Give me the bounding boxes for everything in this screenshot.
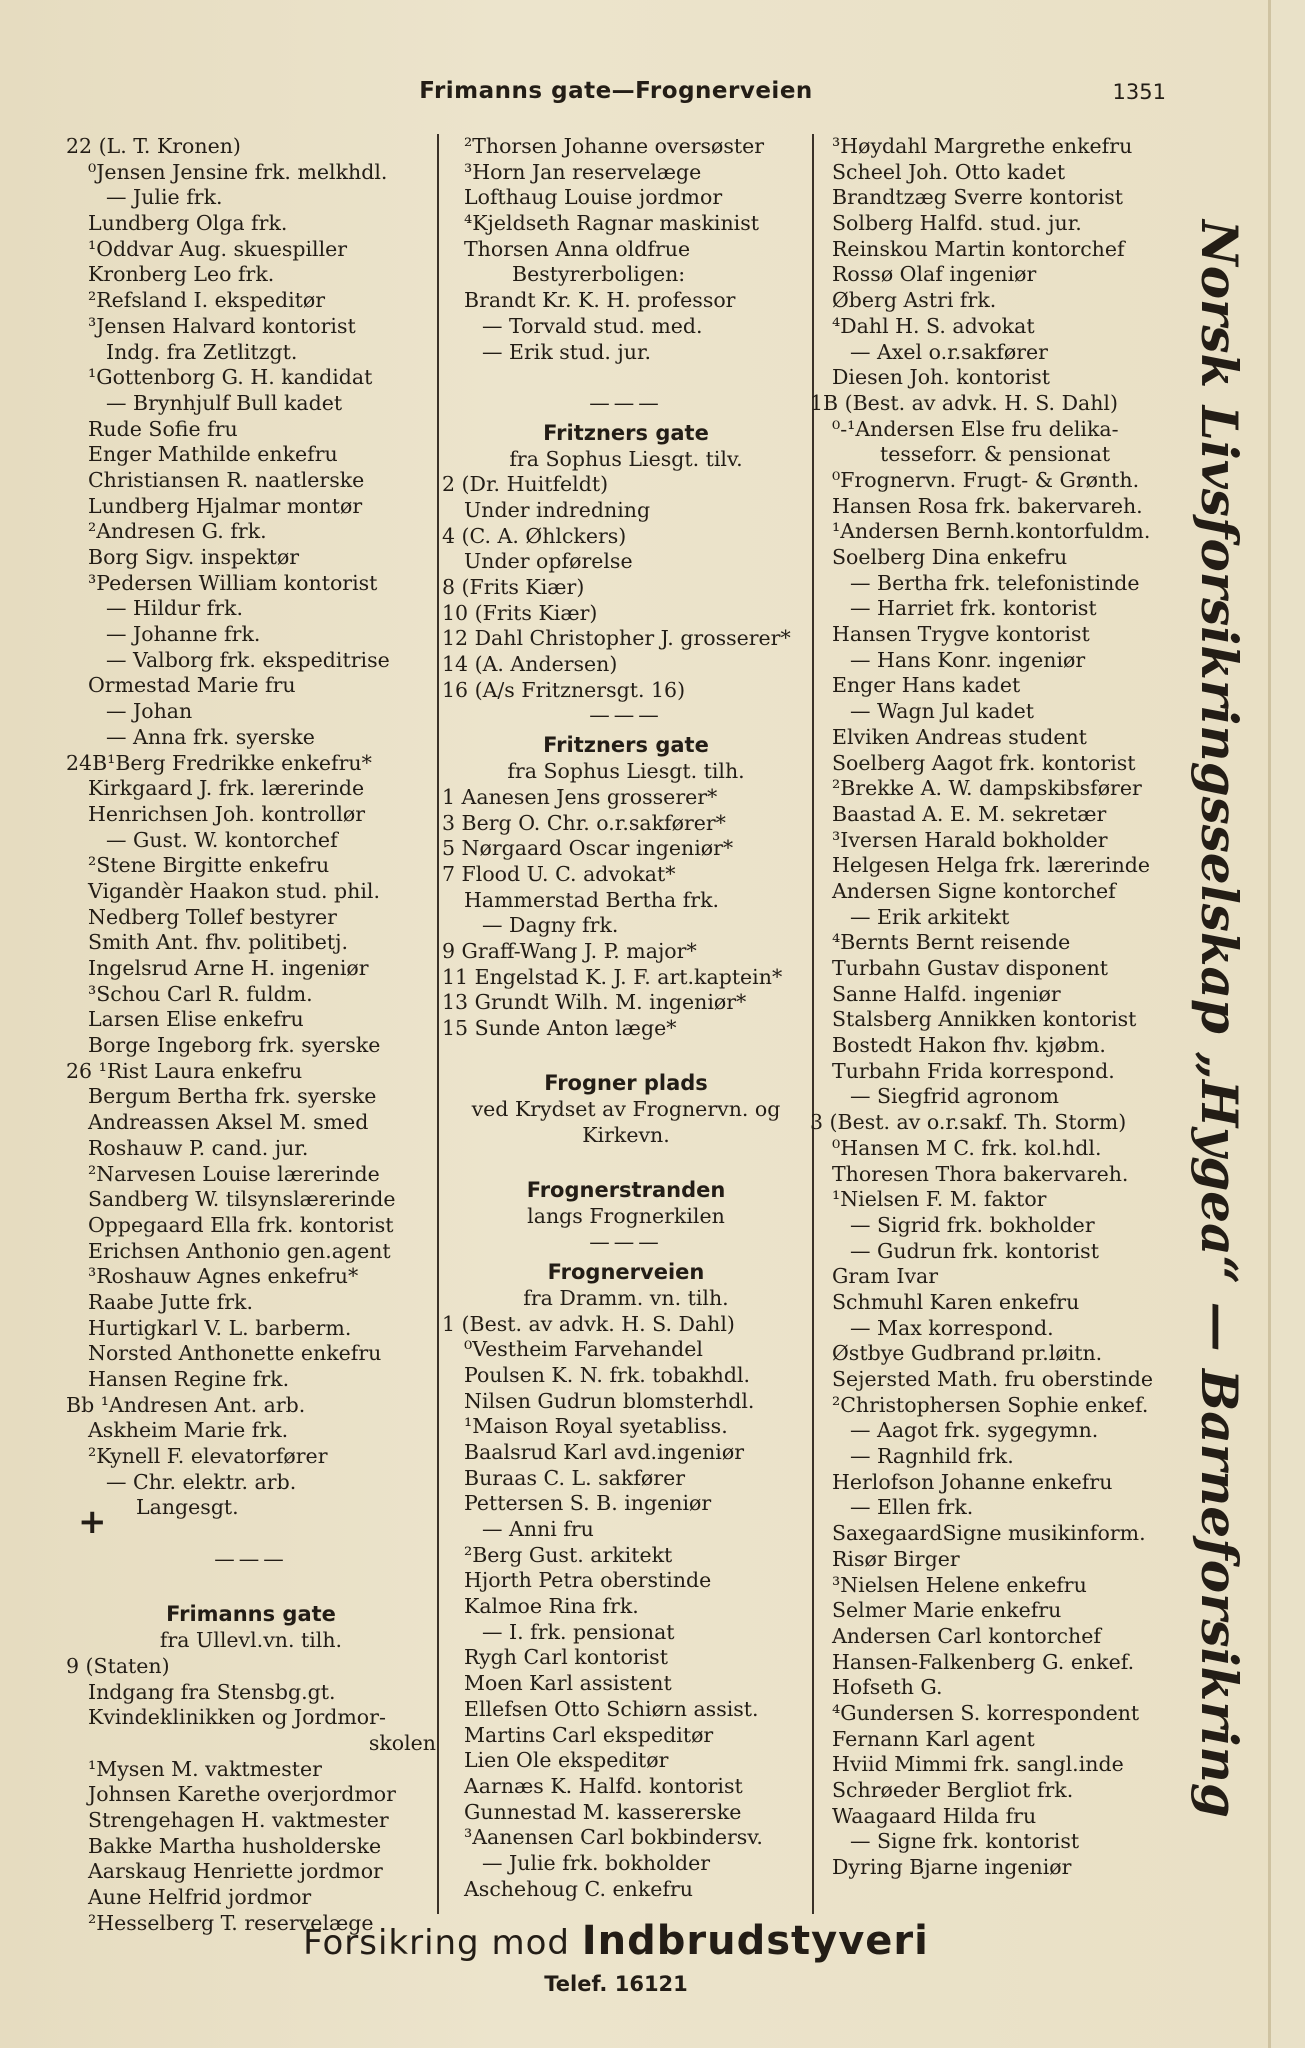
directory-entry: ⁰Vestheim Farvehandel <box>464 1337 703 1362</box>
directory-entry: Poulsen K. N. frk. tobakhdl. <box>464 1362 751 1387</box>
directory-entry: Langesgt. <box>136 1495 239 1520</box>
directory-entry: 2 (Dr. Huitfeldt) <box>442 472 609 497</box>
directory-column-1 <box>66 134 436 1936</box>
page-title: Frimanns gate—Frognerveien <box>419 78 813 104</box>
footer-telephone: Telef. 16121 <box>544 1972 688 1996</box>
directory-entry: Ellefsen Otto Schiørn assist. <box>464 1696 759 1721</box>
directory-entry: Moen Karl assistent <box>464 1671 672 1696</box>
directory-entry: — Anni fru <box>482 1517 594 1541</box>
directory-entry: 11 Engelstad K. J. F. art.kaptein* <box>442 964 783 989</box>
section-subheading: fra Sophus Liesgt. tilh. <box>507 759 745 784</box>
directory-entry: SaxegaardSigne musikinform. <box>832 1521 1146 1546</box>
directory-entry: — Ragnhild frk. <box>850 1444 1014 1469</box>
directory-entry: Hjorth Petra oberstinde <box>464 1568 712 1593</box>
directory-entry: Martins Carl ekspeditør <box>464 1722 714 1747</box>
directory-entry: 3 (Best. av o.r.sakf. Th. Storm) <box>810 1110 1127 1135</box>
directory-entry: Aarskaug Henriette jordmor <box>88 1859 383 1884</box>
directory-entry: ——— <box>589 390 663 415</box>
directory-entry: — Erik stud. jur. <box>482 339 652 364</box>
directory-entry: 22 (L. T. Kronen) <box>66 134 241 158</box>
directory-entry: Gram Ivar <box>832 1264 939 1289</box>
footer-ad-prefix: Forsikring mod <box>303 1923 570 1963</box>
directory-entry: Vigandèr Haakon stud. phil. <box>88 878 380 903</box>
directory-entry: — Torvald stud. med. <box>482 313 703 338</box>
section-subheading: ved Krydset av Frognervn. og <box>471 1097 781 1122</box>
directory-entry: ²Stene Birgitte enkefru <box>88 853 330 878</box>
directory-entry: Baastad A. E. M. sekretær <box>832 801 1107 826</box>
section-subheading: fra Sophus Liesgt. tilv. <box>509 446 743 471</box>
directory-entry: — Hildur frk. <box>106 596 243 621</box>
directory-entry: Soelberg Aagot frk. kontorist <box>832 750 1136 775</box>
directory-entry: Under indredning <box>464 497 651 522</box>
directory-entry: ²Berg Gust. arkitekt <box>464 1542 673 1567</box>
directory-entry: — Siegfrid agronom <box>850 1084 1059 1109</box>
directory-entry: Hurtigkarl V. L. barberm. <box>88 1315 352 1340</box>
directory-entry: ¹Maison Royal syetabliss. <box>464 1414 728 1439</box>
directory-entry: — Dagny frk. <box>482 913 619 938</box>
directory-entry: Sejersted Math. fru oberstinde <box>832 1367 1153 1391</box>
directory-entry: 9 (Staten) <box>66 1653 170 1678</box>
directory-entry: Raabe Jutte frk. <box>88 1289 253 1314</box>
directory-column-3 <box>810 134 1170 1881</box>
section-subheading: fra Dramm. vn. tilh. <box>523 1285 729 1310</box>
directory-entry: Christiansen R. naatlerske <box>88 467 365 492</box>
directory-entry: — Julie frk. bokholder <box>482 1850 711 1875</box>
directory-entry: ⁴Kjeldseth Ragnar maskinist <box>464 211 759 236</box>
directory-entry: Smith Ant. fhv. politibetj. <box>88 930 348 955</box>
directory-entry: Borge Ingeborg frk. syerske <box>88 1033 381 1058</box>
directory-entry: ¹Mysen M. vaktmester <box>88 1756 322 1781</box>
page-header <box>66 78 1166 112</box>
directory-entry: Reinskou Martin kontorchef <box>832 236 1125 261</box>
directory-entry: ³Jensen Halvard kontorist <box>88 313 356 338</box>
directory-entry: skolen <box>368 1730 436 1755</box>
directory-entry: — Julie frk. <box>106 185 223 210</box>
directory-entry: ³Iversen Harald bokholder <box>832 827 1108 852</box>
section-heading: Frogner plads <box>544 1071 708 1096</box>
sidebar-ad-text: Norsk Livsforsikringsselskap „Hygea“ — Barneforsikring <box>1190 220 1249 1818</box>
directory-entry: ⁴Bernts Bernt reisende <box>832 930 1071 955</box>
directory-entry: 1 Aanesen Jens grosserer* <box>442 784 718 809</box>
directory-entry: Gunnestad M. kassererske <box>464 1799 742 1824</box>
directory-entry: Sandberg W. tilsynslærerinde <box>88 1187 396 1212</box>
directory-entry: Diesen Joh. kontorist <box>832 365 1050 390</box>
directory-entry: Enger Hans kadet <box>832 673 1021 698</box>
directory-entry: Lundberg Hjalmar montør <box>88 493 363 518</box>
directory-entry: ⁴Gundersen S. korrespondent <box>832 1700 1140 1725</box>
directory-entry: 26 ¹Rist Laura enkefru <box>66 1058 303 1083</box>
directory-entry: Borg Sigv. inspektør <box>88 545 300 569</box>
directory-entry: Baalsrud Karl avd.ingeniør <box>464 1439 744 1464</box>
directory-entry: Andreassen Aksel M. smed <box>88 1110 369 1135</box>
directory-entry: ¹Nielsen F. M. faktor <box>832 1187 1047 1212</box>
directory-entry: ³Schou Carl R. fuldm. <box>88 981 313 1006</box>
directory-entry: Soelberg Dina enkefru <box>832 545 1068 569</box>
directory-entry: Andersen Carl kontorchef <box>832 1623 1101 1648</box>
footer-ad-line <box>66 1918 1166 1964</box>
directory-entry: Johnsen Karethe overjordmor <box>88 1782 396 1807</box>
directory-entry: Indg. fra Zetlitzgt. <box>106 339 298 364</box>
directory-entry: — Gudrun frk. kontorist <box>850 1238 1099 1263</box>
footer-ad-bold: Indbrudstyveri <box>581 1918 929 1964</box>
directory-entry: Pettersen S. B. ingeniør <box>464 1491 712 1516</box>
directory-entry: Norsted Anthonette enkefru <box>88 1341 382 1366</box>
section-subheading: Kirkevn. <box>582 1123 670 1148</box>
column-divider <box>437 134 439 1914</box>
directory-entry: — Brynhjulf Bull kadet <box>106 390 343 415</box>
directory-entry: ³Nielsen Helene enkefru <box>832 1572 1087 1597</box>
directory-entry: Hansen Rosa frk. bakervareh. <box>832 493 1143 518</box>
section-heading: Frimanns gate <box>166 1602 336 1627</box>
directory-entry: Aarnæs K. Halfd. kontorist <box>464 1773 743 1798</box>
directory-entry: ²Kynell F. elevatorfører <box>88 1444 328 1469</box>
page-number: 1351 <box>1112 80 1166 104</box>
directory-entry: — Valborg frk. ekspeditrise <box>106 647 390 672</box>
directory-entry: 16 (A/s Fritznersgt. 16) <box>442 677 686 702</box>
directory-entry: ¹Oddvar Aug. skuespiller <box>88 236 348 261</box>
directory-entry: Turbahn Gustav disponent <box>832 956 1109 980</box>
directory-entry: 14 (A. Andersen) <box>442 652 618 677</box>
footer-advertisement <box>66 1918 1166 1996</box>
directory-entry: tesseforr. & pensionat <box>880 442 1111 467</box>
directory-entry: Lien Ole ekspeditør <box>464 1748 669 1773</box>
directory-entry: — Bertha frk. telefonistinde <box>850 570 1140 595</box>
directory-entry: Bakke Martha husholderske <box>88 1833 382 1858</box>
directory-entry <box>442 1149 810 1175</box>
directory-entry: Hansen Regine frk. <box>88 1367 290 1391</box>
directory-entry: Oppegaard Ella frk. kontorist <box>88 1212 394 1237</box>
directory-entry: ²Brekke A. W. dampskibsfører <box>832 776 1142 801</box>
directory-entry: Enger Mathilde enkefru <box>88 442 338 467</box>
directory-entry: Kvindeklinikken og Jordmor- <box>88 1705 386 1730</box>
directory-entry: — Signe frk. kontorist <box>850 1829 1080 1854</box>
directory-entry: ²Thorsen Johanne oversøster <box>464 134 765 158</box>
directory-entry: Indgang fra Stensbg.gt. <box>88 1679 336 1704</box>
directory-entry: 24B¹Berg Fredrikke enkefru* <box>66 750 372 775</box>
directory-entry: Østbye Gudbrand pr.løitn. <box>832 1341 1103 1366</box>
directory-entry: Roshauw P. cand. jur. <box>88 1135 309 1160</box>
directory-entry: Herlofson Johanne enkefru <box>832 1469 1113 1494</box>
directory-entry: Scheel Joh. Otto kadet <box>832 159 1066 184</box>
directory-entry: ⁴Dahl H. S. advokat <box>832 313 1035 338</box>
directory-entry: ³Roshauw Agnes enkefru* <box>88 1264 359 1289</box>
directory-entry: 4 (C. A. Øhlckers) <box>442 523 627 548</box>
directory-entry: Nilsen Gudrun blomsterhdl. <box>464 1388 755 1413</box>
directory-entry: — Anna frk. syerske <box>106 724 315 749</box>
directory-entry: — Max korrespond. <box>850 1315 1054 1340</box>
directory-entry: 12 Dahl Christopher J. grosserer* <box>442 626 791 651</box>
directory-entry: ²Christophersen Sophie enkef. <box>832 1392 1149 1417</box>
directory-entry: ³Høydahl Margrethe enkefru <box>832 134 1133 158</box>
directory-entry: Askheim Marie frk. <box>88 1418 289 1443</box>
section-heading: Frognerveien <box>547 1259 705 1284</box>
directory-entry <box>442 1042 810 1068</box>
section-heading: Fritzners gate <box>543 733 709 758</box>
directory-entry: ³Horn Jan reservelæge <box>464 159 702 184</box>
directory-entry: Ingelsrud Arne H. ingeniør <box>88 956 369 980</box>
directory-entry: — Harriet frk. kontorist <box>850 596 1097 621</box>
directory-entry: Selmer Marie enkefru <box>832 1598 1062 1623</box>
section-subheading: langs Frognerkilen <box>527 1204 725 1229</box>
directory-entry: Erichsen Anthonio gen.agent <box>88 1238 391 1263</box>
directory-entry: — Sigrid frk. bokholder <box>850 1212 1095 1237</box>
directory-entry: Hansen Trygve kontorist <box>832 622 1090 647</box>
directory-entry <box>66 1521 436 1547</box>
directory-entry: — Wagn Jul kadet <box>850 699 1034 724</box>
plus-mark: + <box>78 1502 107 1542</box>
directory-entry: Stalsberg Annikken kontorist <box>832 1007 1137 1032</box>
directory-entry: ——— <box>214 1546 288 1571</box>
directory-entry: Dyring Bjarne ingeniør <box>832 1855 1072 1880</box>
directory-entry: Hammerstad Bertha frk. <box>464 887 720 912</box>
directory-entry: Bb ¹Andresen Ant. arb. <box>66 1392 306 1417</box>
directory-entry: ¹Gottenborg G. H. kandidat <box>88 365 373 390</box>
directory-entry: Helgesen Helga frk. lærerinde <box>832 853 1151 878</box>
directory-entry: Rude Sofie fru <box>88 416 238 441</box>
directory-entry: ——— <box>589 1230 663 1255</box>
directory-entry: — Aagot frk. sygegymn. <box>850 1418 1099 1443</box>
directory-entry: ²Andresen G. frk. <box>88 519 267 544</box>
directory-entry: Rossø Olaf ingeniør <box>832 262 1037 287</box>
directory-entry: Fernann Karl agent <box>832 1726 1035 1751</box>
directory-entry <box>66 1573 436 1599</box>
directory-entry: Bestyrerboligen: <box>512 262 686 287</box>
directory-entry: Under opførelse <box>464 549 633 574</box>
directory-entry: ²Narvesen Louise lærerinde <box>88 1161 380 1186</box>
section-subheading: fra Ullevl.vn. tilh. <box>159 1628 343 1653</box>
directory-entry: Henrichsen Joh. kontrollør <box>88 801 366 826</box>
directory-entry: Solberg Halfd. stud. jur. <box>832 211 1082 236</box>
directory-entry: 7 Flood U. C. advokat* <box>442 861 676 886</box>
directory-entry: Kalmoe Rina frk. <box>464 1594 639 1619</box>
directory-entry: — Hans Konr. ingeniør <box>850 647 1086 672</box>
directory-entry: Brandtzæg Sverre kontorist <box>832 185 1124 210</box>
directory-entry: ³Aanensen Carl bokbindersv. <box>464 1825 763 1850</box>
directory-entry: ⁰-¹Andersen Else fru delika- <box>832 416 1119 441</box>
directory-entry: — Chr. elektr. arb. <box>106 1469 297 1494</box>
directory-entry: — Axel o.r.sakfører <box>850 339 1048 364</box>
directory-entry <box>442 365 810 391</box>
directory-entry: ⁰Frognervn. Frugt- & Grønth. <box>832 467 1140 492</box>
directory-entry: 5 Nørgaard Oscar ingeniør* <box>442 836 734 861</box>
directory-entry: — I. frk. pensionat <box>482 1619 675 1644</box>
directory-entry: ³Pedersen William kontorist <box>88 570 378 595</box>
directory-entry: Thoresen Thora bakervareh. <box>832 1161 1129 1186</box>
directory-entry: 13 Grundt Wilh. M. ingeniør* <box>442 990 747 1015</box>
directory-entry: ——— <box>589 703 663 728</box>
directory-entry: Risør Birger <box>832 1546 960 1571</box>
directory-entry: Nedberg Tollef bestyrer <box>88 904 337 929</box>
directory-entry: — Johan <box>106 699 193 724</box>
directory-entry: 10 (Frits Kiær) <box>442 600 598 625</box>
directory-entry: 3 Berg O. Chr. o.r.sakfører* <box>442 810 726 835</box>
directory-entry: Schmuhl Karen enkefru <box>832 1289 1080 1314</box>
directory-entry: Øberg Astri frk. <box>832 288 997 313</box>
directory-entry: ⁰Hansen M C. frk. kol.hdl. <box>832 1135 1102 1160</box>
directory-entry: 8 (Frits Kiær) <box>442 575 585 599</box>
directory-entry: Rygh Carl kontorist <box>464 1645 668 1670</box>
sidebar-advertisement <box>1190 220 1250 1920</box>
directory-entry: Schrøeder Bergliot frk. <box>832 1778 1074 1802</box>
directory-entry: Larsen Elise enkefru <box>88 1007 304 1032</box>
directory-entry: Waagaard Hilda fru <box>832 1803 1037 1828</box>
directory-entry: ⁰Jensen Jensine frk. melkhdl. <box>88 159 388 184</box>
directory-entry: Elviken Andreas student <box>832 724 1087 749</box>
directory-entry: Turbahn Frida korrespond. <box>832 1058 1115 1083</box>
directory-entry: Lundberg Olga frk. <box>88 211 288 236</box>
directory-entry: Aschehoug C. enkefru <box>464 1876 693 1901</box>
directory-entry: — Johanne frk. <box>106 622 261 647</box>
directory-entry: Lofthaug Louise jordmor <box>464 185 723 210</box>
directory-entry: — Ellen frk. <box>850 1495 974 1520</box>
directory-entry: Bostedt Hakon fhv. kjøbm. <box>832 1033 1106 1058</box>
directory-entry: 9 Graff-Wang J. P. major* <box>442 938 697 963</box>
section-heading: Frognerstranden <box>526 1178 726 1203</box>
directory-entry: Kirkgaard J. frk. lærerinde <box>88 776 365 801</box>
directory-entry: Bergum Bertha frk. syerske <box>88 1084 377 1109</box>
directory-entry: Hviid Mimmi frk. sangl.inde <box>832 1752 1124 1777</box>
directory-entry: Thorsen Anna oldfrue <box>464 236 691 261</box>
directory-entry: ²Refsland I. ekspeditør <box>88 288 326 313</box>
directory-entry: Brandt Kr. K. H. professor <box>464 288 736 313</box>
section-heading: Fritzners gate <box>543 420 709 445</box>
directory-entry: Kronberg Leo frk. <box>88 262 275 287</box>
directory-column-2 <box>442 134 810 1902</box>
directory-entry: 1B (Best. av advk. H. S. Dahl) <box>810 390 1118 415</box>
directory-entry: Hofseth G. <box>832 1675 943 1700</box>
directory-entry: 15 Sunde Anton læge* <box>442 1016 677 1040</box>
directory-entry: Sanne Halfd. ingeniør <box>832 981 1061 1006</box>
directory-entry: ¹Andersen Bernh.kontorfuldm. <box>832 519 1151 544</box>
directory-entry: — Gust. W. kontorchef <box>106 827 338 852</box>
directory-entry: ²Hesselberg T. reservelæge <box>88 1910 374 1935</box>
directory-entry: Ormestad Marie fru <box>88 673 296 698</box>
directory-entry: Buraas C. L. sakfører <box>464 1465 686 1490</box>
directory-entry: 1 (Best. av advk. H. S. Dahl) <box>442 1311 735 1336</box>
directory-entry: Aune Helfrid jordmor <box>88 1885 312 1910</box>
directory-entry: Hansen-Falkenberg G. enkef. <box>832 1649 1135 1674</box>
directory-entry: Andersen Signe kontorchef <box>832 878 1116 903</box>
directory-entry: Strengehagen H. vaktmester <box>88 1808 389 1832</box>
directory-entry: — Erik arkitekt <box>850 904 1010 929</box>
